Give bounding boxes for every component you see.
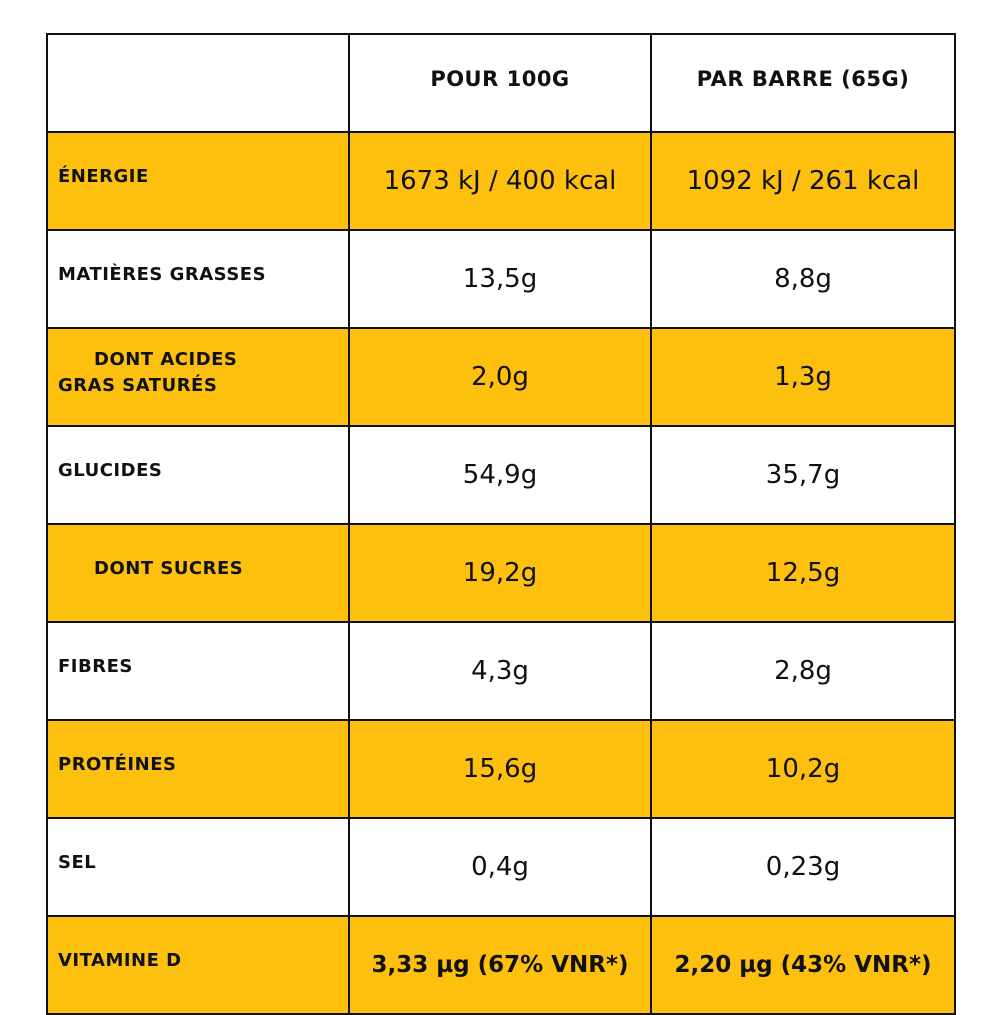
header-per-bar: PAR BARRE (65G)	[651, 34, 955, 132]
table-row	[47, 328, 955, 426]
value-per-100g: 3,33 µg (67% VNR*)	[349, 916, 651, 1014]
table-row	[47, 426, 955, 524]
table-row	[47, 622, 955, 720]
row-label-dont-sucres: DONT SUCRES	[47, 524, 349, 622]
row-label-proteines: PROTÉINES	[47, 720, 349, 818]
value-per-100g: 19,2g	[349, 524, 651, 622]
table-row	[47, 720, 955, 818]
row-label-glucides: GLUCIDES	[47, 426, 349, 524]
table-row	[47, 524, 955, 622]
row-label-fibres: FIBRES	[47, 622, 349, 720]
row-label-acides-gras-satures	[47, 328, 349, 426]
value-per-bar: 2,20 µg (43% VNR*)	[651, 916, 955, 1014]
value-per-100g: 2,0g	[349, 328, 651, 426]
value-per-100g: 1673 kJ / 400 kcal	[349, 132, 651, 230]
row-label-matieres-grasses: MATIÈRES GRASSES	[47, 230, 349, 328]
header-row	[47, 34, 955, 132]
row-label-vitamine-d: VITAMINE D	[47, 916, 349, 1014]
value-per-bar: 2,8g	[651, 622, 955, 720]
table-row	[47, 818, 955, 916]
nutrition-table-container	[46, 33, 956, 1015]
value-per-100g: 13,5g	[349, 230, 651, 328]
table-row	[47, 132, 955, 230]
row-label-line2: GRAS SATURÉS	[58, 375, 218, 396]
value-per-bar: 8,8g	[651, 230, 955, 328]
value-per-100g: 4,3g	[349, 622, 651, 720]
value-per-bar: 35,7g	[651, 426, 955, 524]
value-per-bar: 0,23g	[651, 818, 955, 916]
row-label-sel: SEL	[47, 818, 349, 916]
value-per-100g: 54,9g	[349, 426, 651, 524]
row-label-energie: ÉNERGIE	[47, 132, 349, 230]
table-row	[47, 916, 955, 1014]
value-per-bar: 10,2g	[651, 720, 955, 818]
value-per-100g: 15,6g	[349, 720, 651, 818]
value-per-bar: 12,5g	[651, 524, 955, 622]
value-per-bar: 1,3g	[651, 328, 955, 426]
table-row	[47, 230, 955, 328]
row-label-line1: DONT ACIDES	[94, 349, 238, 370]
header-per-100g: POUR 100G	[349, 34, 651, 132]
value-per-100g: 0,4g	[349, 818, 651, 916]
header-empty-cell	[47, 34, 349, 132]
value-per-bar: 1092 kJ / 261 kcal	[651, 132, 955, 230]
nutrition-table	[46, 33, 956, 1015]
